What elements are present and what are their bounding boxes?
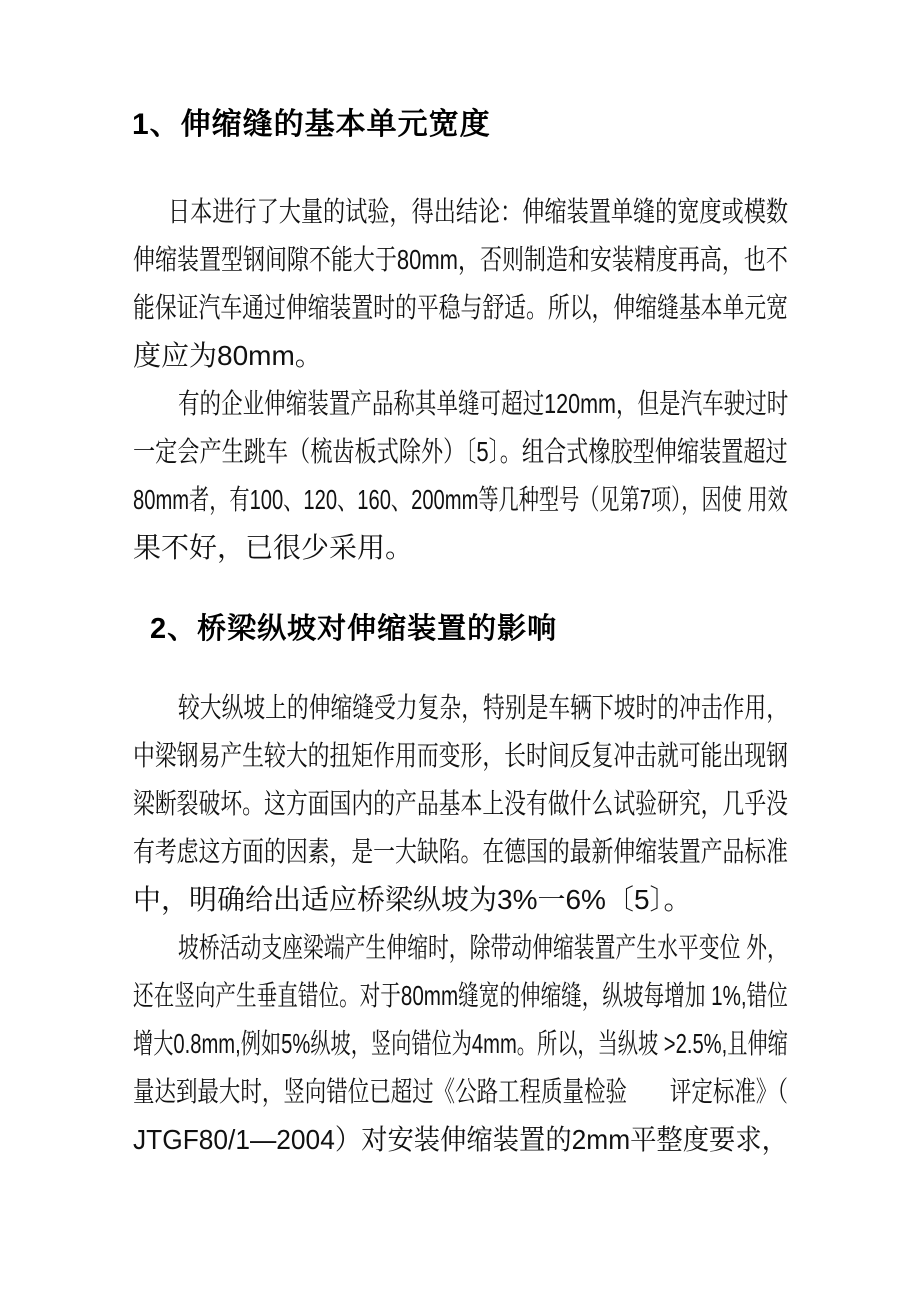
text-line: 量达到最大时，竖向错位已超过《公路工程质量检验 评定标准》（ [133,1076,789,1107]
text-line: 80mm者，有100、120、160、200mm等几种型号（见第7项），因使 用效 [133,484,788,515]
section-1-body [133,188,788,572]
text-line: 还在竖向产生垂直错位。对于80mm缝宽的伸缩缝，纵坡每增加 1%,错位 [133,980,788,1011]
text-line: 增大0.8mm,例如5%纵坡，竖向错位为4mm。所以，当纵坡 >2.5%,且伸缩 [133,1028,788,1059]
text-line: 坡桥活动支座梁端产生伸缩时，除带动伸缩装置产生水平变位 外， [178,932,788,963]
text-line: 度应为80mm。 [133,340,323,371]
text-line: 中，明确给出适应桥梁纵坡为3%一6%〔5〕。 [133,884,692,915]
text-line: 中梁钢易产生较大的扭矩作用而变形，长时间反复冲击就可能出现钢 [133,740,789,771]
section-2-heading: 2、桥梁纵坡对伸缩装置的影响 [150,613,558,645]
text-line: 日本进行了大量的试验，得出结论：伸缩装置单缝的宽度或模数 [168,196,789,227]
text-line: 有的企业伸缩装置产品称其单缝可超过120mm，但是汽车驶过时 [178,388,789,419]
text-line: 梁断裂破坏。这方面国内的产品基本上没有做什么试验研究，几乎没 [133,788,789,819]
section-1-heading: 1、伸缩缝的基本单元宽度 [132,108,491,141]
text-line: 果不好，已很少采用。 [133,532,414,563]
text-line: 伸缩装置型钢间隙不能大于80mm，否则制造和安装精度再高，也不 [133,244,788,275]
text-line: 能保证汽车通过伸缩装置时的平稳与舒适。所以，伸缩缝基本单元宽 [133,292,789,323]
text-line: JTGF80/1—2004）对安装伸缩装置的2mm平整度要求， [133,1124,788,1155]
section-2-body [133,684,788,1164]
text-line: 一定会产生跳车（梳齿板式除外）〔5〕。组合式橡胶型伸缩装置超过 [133,436,788,467]
text-line: 有考虑这方面的因素，是一大缺陷。在德国的最新伸缩装置产品标准 [133,836,789,867]
text-line: 较大纵坡上的伸缩缝受力复杂，特别是车辆下坡时的冲击作用， [178,692,789,723]
